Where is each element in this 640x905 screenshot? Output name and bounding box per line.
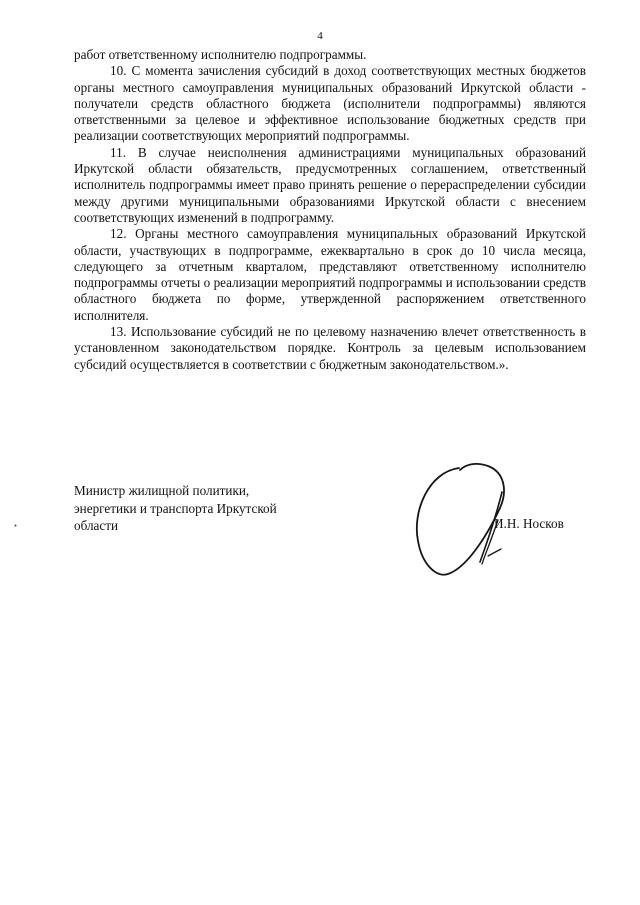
signature-block [74, 482, 586, 592]
document-body [74, 47, 586, 373]
paragraph-11: 11. В случае неисполнения администрациями муниципальных образований Иркутской области обязательств, предусмотренных соглашением, ответственный исполнитель подпрограммы имеет право принять решение о перераспределении субсидии между другими муниципальными образованиями Иркутской области с внесением соответствующих изменений в подпрограмму. [74, 144, 586, 225]
scan-dot [14, 524, 17, 527]
signatory-title [74, 482, 324, 535]
signatory-title-line: энергетики и транспорта Иркутской [74, 500, 277, 516]
paragraph-continuation: работ ответственному исполнителю подпрограммы. [74, 47, 367, 62]
paragraph-10: 10. С момента зачисления субсидий в доход соответствующих местных бюджетов органы местного самоуправления муниципальных образований Иркутской области - получатели средств областного бюджета (исполнители подпрограммы) являются ответственными за целевое и эффективное использование бюджетных средств при реализации соответствующих мероприятий подпрограммы. [74, 63, 586, 144]
paragraph-13: 13. Использование субсидий не по целевому назначению влечет ответственность в установленном законодательством порядке. Контроль за целевым использованием субсидий осуществляется в соответствии с бюджетным законодательством.». [74, 324, 586, 372]
signatory-title-line: области [74, 518, 119, 533]
signatory-title-line: Министр жилищной политики, [74, 483, 250, 498]
signatory-name: И.Н. Носков [494, 516, 564, 531]
page-number: 4 [317, 30, 323, 42]
paragraph-12: 12. Органы местного самоуправления муниципальных образований Иркутской области, участвующих в подпрограмме, ежеквартально в срок до 10 числа месяца, следующего за отчетным кварталом, представляют ответственному исполнителю подпрограммы отчеты о реализации мероприятий подпрограммы и использовании средств областного бюджета по форме, утвержденной распоряжением ответственного исполнителя. [74, 226, 586, 323]
